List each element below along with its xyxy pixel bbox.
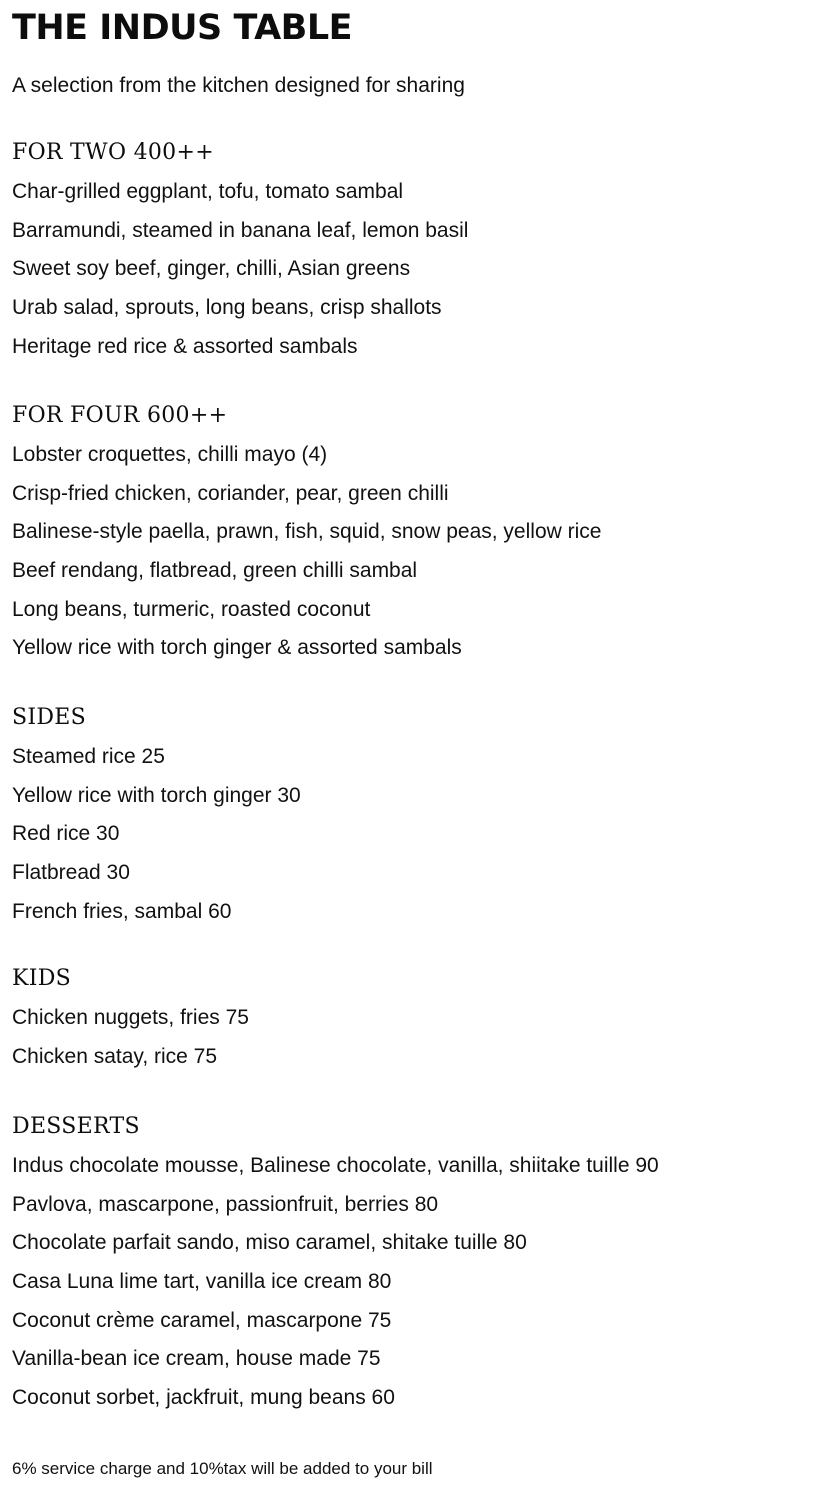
section-for-two [12, 140, 822, 371]
service-charge-note: 6% service charge and 10%tax will be added to your bill [12, 1459, 433, 1478]
menu-item: Barramundi, steamed in banana leaf, lemon basil [12, 218, 469, 242]
menu-item: Beef rendang, flatbread, green chilli sambal [12, 559, 418, 583]
menu-item: Vanilla-bean ice cream, house made 75 [12, 1347, 381, 1371]
menu-subtitle: A selection from the kitchen designed for sharing [12, 74, 465, 97]
menu-item: French fries, sambal 60 [12, 899, 232, 923]
section-sides [12, 705, 822, 936]
menu-item: Red rice 30 [12, 822, 120, 846]
menu-item: Chicken satay, rice 75 [12, 1044, 218, 1068]
menu-item: Heritage red rice & assorted sambals [12, 334, 358, 358]
menu-item: Long beans, turmeric, roasted coconut [12, 597, 371, 621]
menu-item: Balinese-style paella, prawn, fish, squid, snow peas, yellow rice [12, 520, 602, 544]
section-heading: FOR TWO 400++ [12, 140, 214, 165]
menu-item: Crisp-fried chicken, coriander, pear, green chilli [12, 481, 449, 505]
section-heading: KIDS [12, 966, 72, 991]
menu-item: Yellow rice with torch ginger & assorted sambals [12, 636, 462, 660]
menu-item: Urab salad, sprouts, long beans, crisp shallots [12, 296, 442, 320]
menu-item: Chocolate parfait sando, miso caramel, shitake tuille 80 [12, 1231, 527, 1255]
menu-item: Coconut crème caramel, mascarpone 75 [12, 1308, 392, 1332]
menu-item: Coconut sorbet, jackfruit, mung beans 60 [12, 1386, 395, 1410]
menu-item: Casa Luna lime tart, vanilla ice cream 80 [12, 1270, 392, 1294]
section-desserts [12, 1114, 822, 1423]
section-for-four [12, 403, 822, 673]
menu-title: THE INDUS TABLE [12, 8, 353, 48]
menu-item: Char-grilled eggplant, tofu, tomato sambal [12, 180, 404, 203]
menu-item: Flatbread 30 [12, 861, 130, 885]
menu-item: Chicken nuggets, fries 75 [12, 1006, 249, 1029]
section-kids [12, 966, 822, 1081]
section-heading: SIDES [12, 705, 87, 730]
menu-item: Sweet soy beef, ginger, chilli, Asian greens [12, 257, 411, 281]
menu-item: Steamed rice 25 [12, 745, 165, 768]
section-heading: FOR FOUR 600++ [12, 403, 228, 428]
menu-item: Lobster croquettes, chilli mayo (4) [12, 443, 328, 466]
menu-item: Yellow rice with torch ginger 30 [12, 783, 301, 807]
menu-item: Indus chocolate mousse, Balinese chocolate, vanilla, shiitake tuille 90 [12, 1154, 659, 1177]
section-heading: DESSERTS [12, 1114, 140, 1139]
menu-item: Pavlova, mascarpone, passionfruit, berries 80 [12, 1192, 439, 1216]
